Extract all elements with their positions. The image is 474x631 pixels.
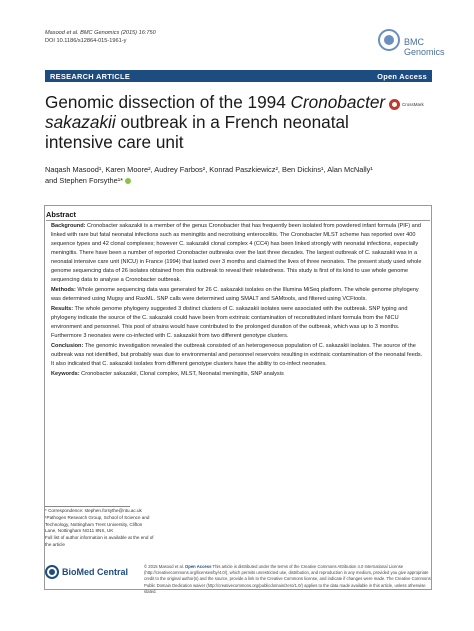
citation-volume: (2015) 16:750: [119, 30, 156, 36]
abstract-body: [51, 222, 426, 380]
journal-logo-line2: Genomics: [404, 47, 445, 57]
citation-doi[interactable]: DOI 10.1186/s12864-015-1961-y: [45, 38, 127, 44]
abstract-conclusion: Conclusion: The genomic investigation revealed the outbreak consisted of an heterogeneous population of C. sakazakii isolates. The source of the outbreak was not identified, but probably was due to environmental and personnel reservoirs resulting in extrinsic contamination of the neonatal feeds. It also indicated that C. sakazakii isolates from different genotype clusters have the ability to co-infect neonates.: [51, 343, 423, 367]
abstract-background: Background: Cronobacter sakazakii is a member of the genus Cronobacter that has frequently been isolated from powdered infant formula (PIF) and linked with rare but fatal neonatal infections such as meningitis and necrotising enterocolitis. The Cronobacter MLST scheme has reported over 400 sequence types and 42 clonal complexes; however C. sakazakii clonal complex 4 (CC4) has been linked strongly with neonatal infections, especially meningitis. There have been a number of reported Cronobacter outbreaks over the last three decades. The largest outbreak of C. sakazakii was in a neonatal intensive care unit (NICU) in France (1994) that lasted over 3 months and claimed the lives of three neonates. The present study used whole genome sequencing data of 26 isolates obtained from this outbreak to reveal their relatedness. This study is first of its kind to use whole genome sequencing data to analyse a Cronobacter outbreak.: [51, 223, 422, 283]
journal-logo-line1: BMC: [404, 37, 424, 47]
affiliation-note: ¹Pathogen Research Group, School of Science and Technology, Nottingham Trent University, Clifton Lane, Nottingham NG11 8NS, UK: [45, 514, 150, 534]
abstract-results: Results: The whole genome phylogeny suggested 3 distinct clusters of C. sakazakii isolates were associated with the outbreak. SNP typing and phylogeny indicate the source of the C. sakazakii could have been from extrinsic contamination of reconstituted infant formula from the NICU environment and personnel. This pool of strains would have contributed to the prolonged duration of the outbreak, which was up to 3 months. Furthermore 3 neonates were co-infected with C. sakazakii from two different genotype clusters.: [51, 306, 408, 339]
article-title: Genomic dissection of the 1994 Cronobacter sakazakii outbreak in a French neonatal intensive care unit: [45, 92, 386, 152]
journal-logo[interactable]: [378, 27, 445, 63]
abstract-keywords: Keywords: Cronobacter sakazakii, Clonal complex, MLST, Neonatal meningitis, SNP analysis: [51, 371, 284, 377]
crossmark-badge[interactable]: [389, 99, 424, 110]
article-type-banner: [45, 70, 432, 82]
correspondence-note[interactable]: * Correspondence: stephen.forsythe@ntu.ac.uk: [45, 508, 142, 513]
abstract-heading: Abstract: [46, 210, 76, 219]
author-list: Naqash Masood¹, Karen Moore², Audrey Farbos², Konrad Paszkiewicz², Ben Dickins¹, Alan McNally¹ and Stephen Forsythe¹*: [45, 165, 373, 185]
footnote-divider: [45, 506, 130, 507]
license-text: © 2015 Masood et al. Open Access This article is distributed under the terms of the Creative Commons Attribution 4.0 International License (http://creativecommons.org/licenses/by/4.0/), which permits unrestricted use, distribution, and reproduction in any medium, provided you give appropriate credit to the original author(s) and the source, provide a link to the Creative Commons license, and indicate if changes were made. The Creative Commons Public Domain Dedication waiver (http://creativecommons.org/publicdomain/zero/1.0/) applies to the data made available in this article, unless otherwise stated.: [144, 564, 431, 594]
crossmark-label: CrossMark: [402, 102, 424, 107]
citation-journal: Masood et al. BMC Genomics: [45, 30, 120, 36]
publisher-name: BioMed Central: [62, 567, 129, 577]
orcid-icon[interactable]: [125, 178, 131, 184]
footnotes: [45, 508, 155, 549]
crossmark-icon: [389, 99, 400, 110]
open-access-label: Open Access: [377, 71, 427, 81]
article-type-label: RESEARCH ARTICLE: [50, 71, 131, 81]
abstract-methods: Methods: Whole genome sequencing data was generated for 26 C. sakazakii isolates on the Illumina MiSeq platform. The whole genome phylogeny was determined using Mugsy and RaxML. SNP calls were determined using SMALT and SAMtools, and filtered using VCFtools.: [51, 287, 419, 302]
biomed-central-icon: [45, 565, 59, 579]
citation-header: [45, 29, 156, 45]
abstract-divider: [46, 220, 430, 221]
author-info-note: Full list of author information is available at the end of the article: [45, 535, 154, 547]
publisher-logo[interactable]: [45, 565, 128, 579]
